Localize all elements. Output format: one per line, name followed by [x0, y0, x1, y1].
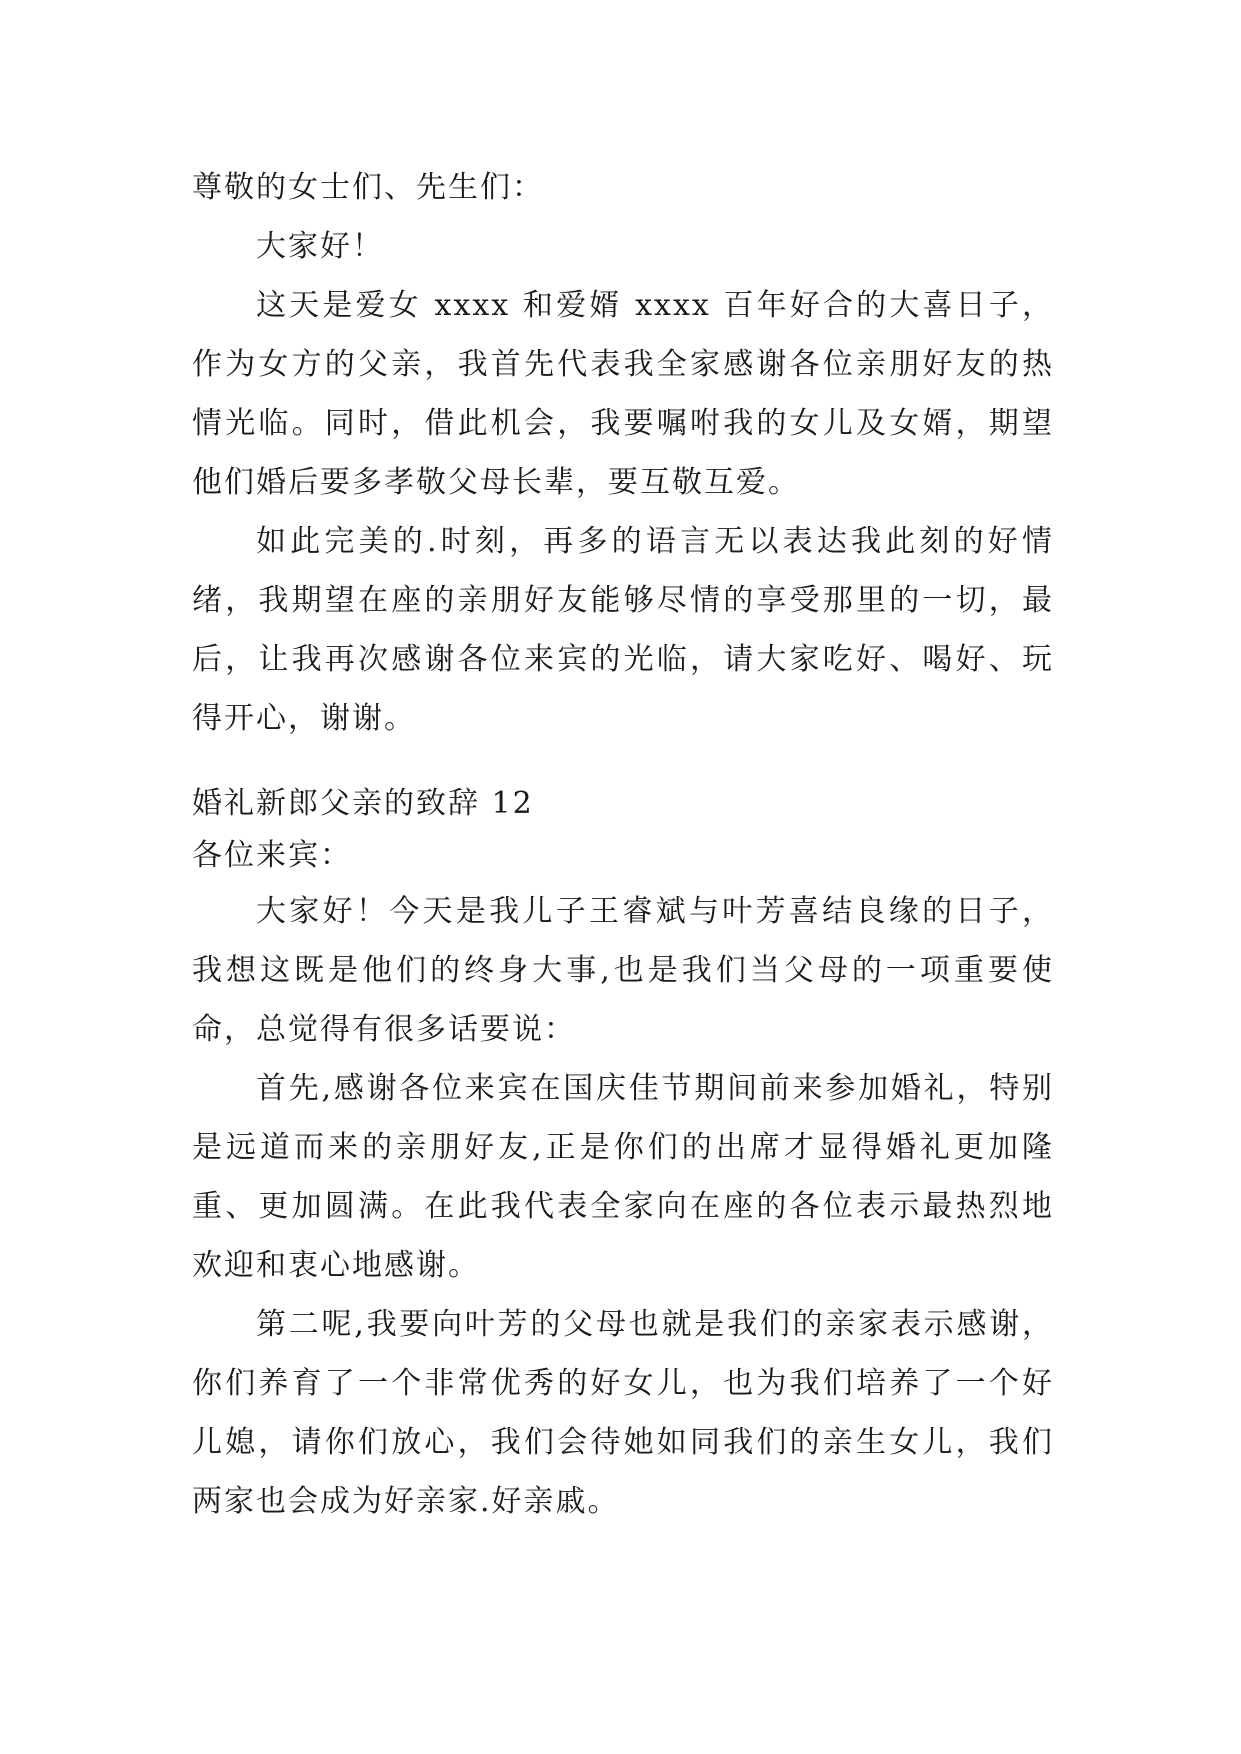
speech-groom-father: [192, 778, 1054, 1531]
speech-bride-father: [192, 158, 1054, 748]
paragraph: 这天是爱女 xxxx 和爱婿 xxxx 百年好合的大喜日子，作为女方的父亲，我首先代表我全家感谢各位亲朋好友的热情光临。同时，借此机会，我要嘱咐我的女儿及女婿，期望他们婚后要多孝敬父母长辈，要互敬互爱。: [192, 288, 1054, 500]
paragraph: 如此完美的.时刻，再多的语言无以表达我此刻的好情绪，我期望在座的亲朋好友能够尽情的享受那里的一切，最后，让我再次感谢各位来宾的光临，请大家吃好、喝好、玩得开心，谢谢。: [192, 524, 1054, 736]
salutation: 尊敬的女士们、先生们：: [192, 170, 544, 205]
paragraph: 首先,感谢各位来宾在国庆佳节期间前来参加婚礼，特别是远道而来的亲朋好友,正是你们的出席才显得婚礼更加隆重、更加圆满。在此我代表全家向在座的各位表示最热烈地欢迎和衷心地感谢。: [192, 1071, 1054, 1283]
salutation: 各位来宾：: [192, 838, 352, 873]
section-title: 婚礼新郎父亲的致辞 12: [192, 786, 534, 821]
paragraph: 大家好！: [256, 229, 384, 264]
paragraph: 第二呢,我要向叶芳的父母也就是我们的亲家表示感谢，你们养育了一个非常优秀的好女儿，也为我们培养了一个好儿媳，请你们放心，我们会待她如同我们的亲生女儿，我们两家也会成为好亲家.好亲戚。: [192, 1307, 1054, 1519]
paragraph: 大家好！今天是我儿子王睿斌与叶芳喜结良缘的日子，我想这既是他们的终身大事,也是我们当父母的一项重要使命，总觉得有很多话要说：: [192, 894, 1054, 1047]
